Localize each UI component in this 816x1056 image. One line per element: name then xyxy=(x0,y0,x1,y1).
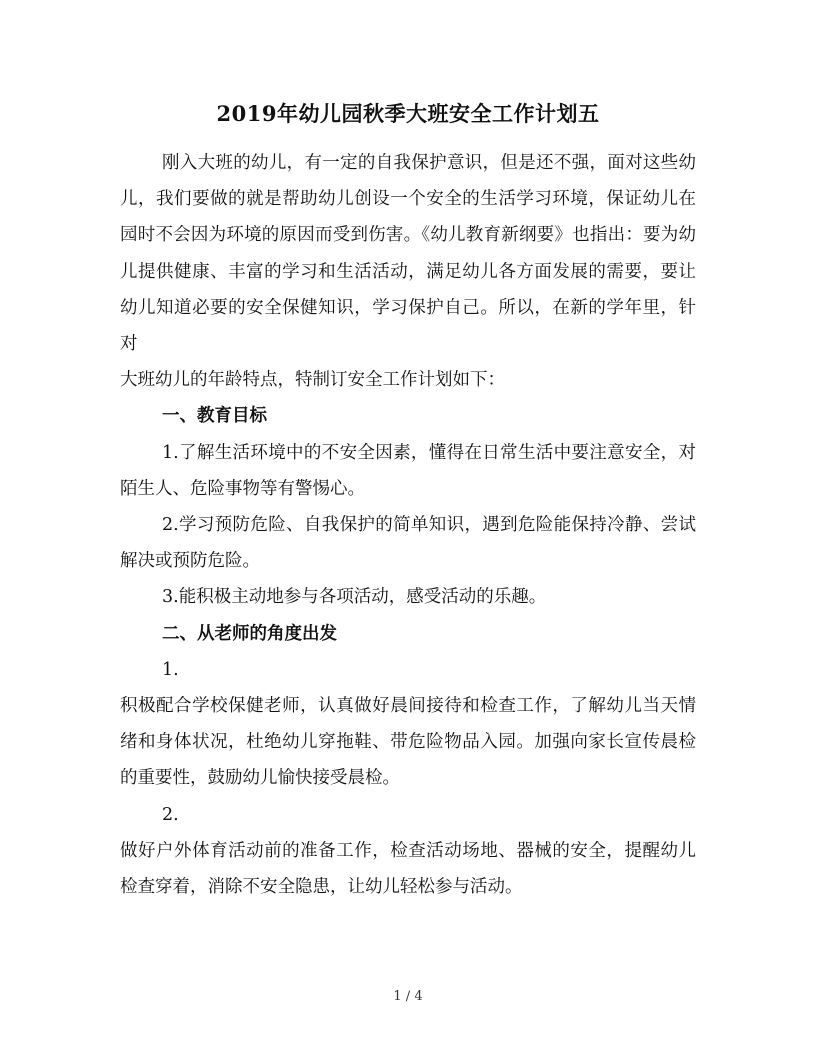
page-number: 1 / 4 xyxy=(393,989,423,1004)
section-heading-teacher-perspective: 二、从老师的角度出发 xyxy=(162,623,337,644)
intro-paragraph: 刚入大班的幼儿，有一定的自我保护意识，但是还不强，面对这些幼儿，我们要做的就是帮助幼儿创设一个安全的生活学习环境，保证幼儿在园时不会因为环境的原因而受到伤害。《幼儿教育新纲要》也指出：要为幼儿提供健康、丰富的学习和生活活动，满足幼儿各方面发展的需要，要让幼儿知道必要的安全保健知识，学习保护自己。所以，在新的学年里，针对 xyxy=(120,153,696,355)
teacher-item-2-number: 2. xyxy=(162,804,179,825)
goal-item-3: 3.能积极主动地参与各项活动，感受活动的乐趣。 xyxy=(162,587,547,608)
teacher-item-1-text: 积极配合学校保健老师，认真做好晨间接待和检查工作，了解幼儿当天情绪和身体状况，杜绝幼儿穿拖鞋、带危险物品入园。加强向家长宣传晨检的重要性，鼓励幼儿愉快接受晨检。 xyxy=(120,696,696,789)
goal-item-2: 2.学习预防危险、自我保护的简单知识，遇到危险能保持冷静、尝试解决或预防危险。 xyxy=(120,515,696,572)
goal-item-1: 1.了解生活环境中的不安全因素，懂得在日常生活中要注意安全，对陌生人、危险事物等有警惕心。 xyxy=(120,442,696,499)
teacher-item-1-number: 1. xyxy=(162,659,179,680)
document-body xyxy=(120,145,696,905)
document-title: 2019年幼儿园秋季大班安全工作计划五 xyxy=(216,101,600,126)
section-heading-education-goals: 一、教育目标 xyxy=(162,406,267,427)
teacher-item-2-text: 做好户外体育活动前的准备工作，检查活动场地、器械的安全，提醒幼儿检查穿着，消除不安全隐患，让幼儿轻松参与活动。 xyxy=(120,840,696,898)
intro-paragraph-continued: 大班幼儿的年龄特点，特制订安全工作计划如下： xyxy=(120,370,505,391)
